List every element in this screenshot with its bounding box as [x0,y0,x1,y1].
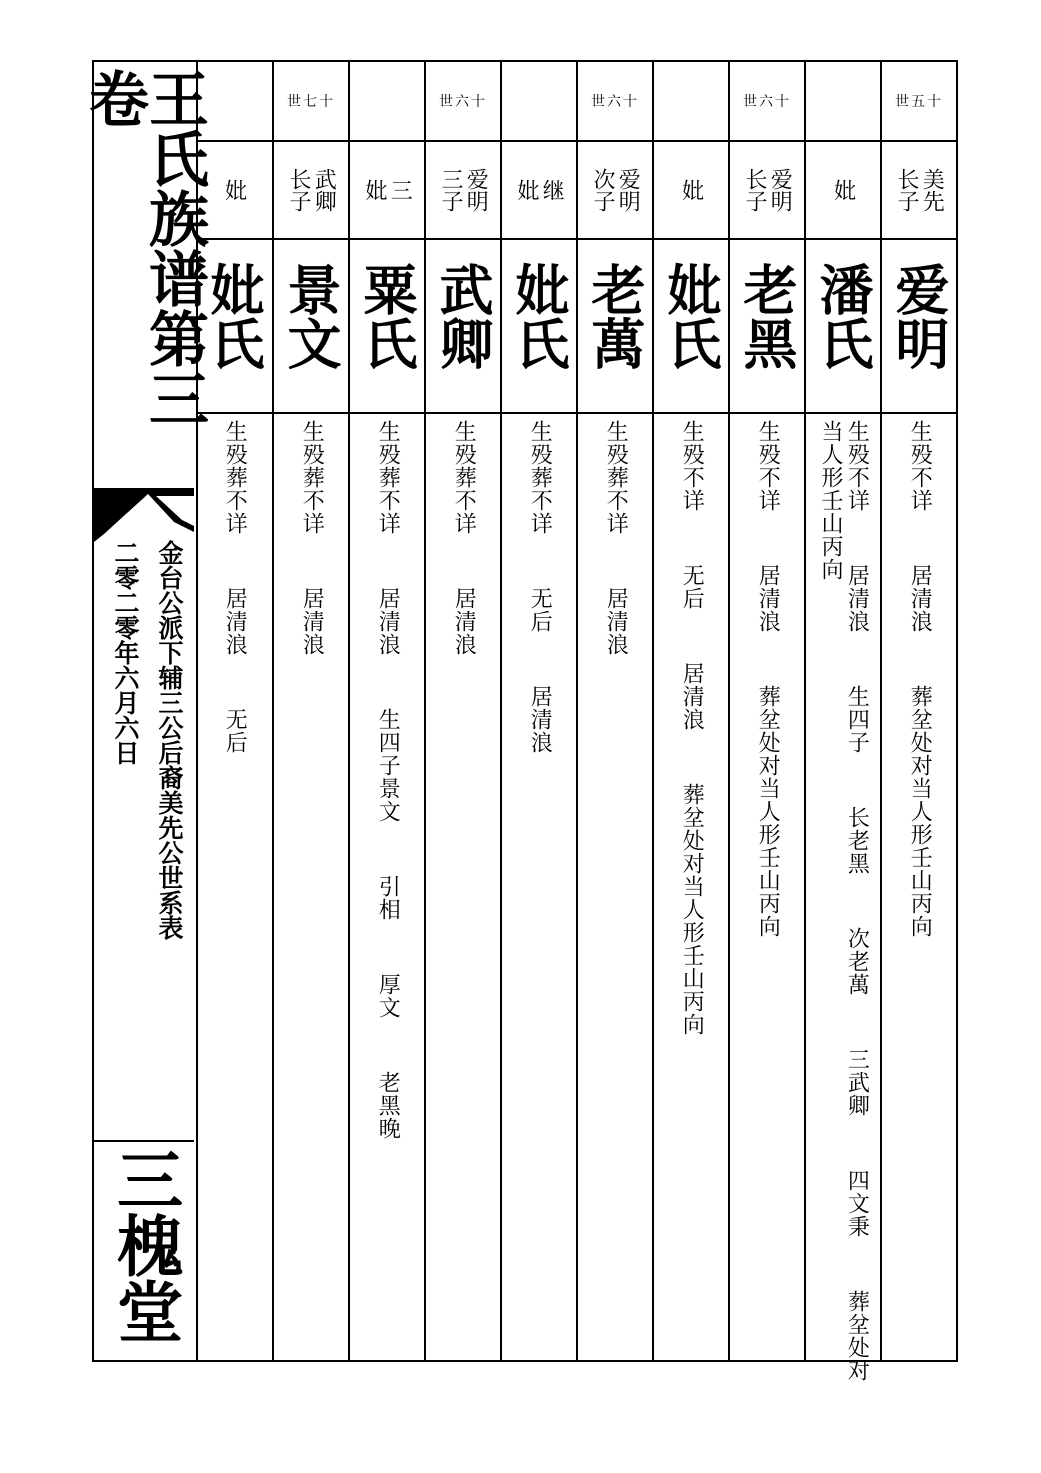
bio-text: 生殁葬不详 居清浪 [603,420,629,656]
generation-cell [654,62,728,142]
relation-cell [882,142,956,240]
name-cell [654,240,728,414]
relation-cell [274,142,348,240]
relation-cell [350,142,424,240]
title-panel [79,62,209,1360]
generation-cell: 世六十 [426,62,500,142]
person-column [196,62,272,1360]
relation-cell [502,142,576,240]
person-column [348,62,424,1360]
name-cell [426,240,500,414]
bio-text: 生殁葬不详 居清浪 [299,420,325,656]
generation-cell [350,62,424,142]
relation-text: 爱明 长子 [742,168,793,212]
name-cell [730,240,804,414]
book-title [79,62,209,487]
book-title-text: 王氏族谱第三卷 [79,68,209,428]
person-column [728,62,804,1360]
bio-text: 生殁不详 无后 居清浪 葬坌处对当人形壬山丙向 [679,420,705,1036]
relation-text: 妣 [830,179,856,201]
relation-text: 武卿 长子 [286,168,337,212]
bio-cell [426,414,500,1360]
person-column [880,62,956,1360]
bio-cell [350,414,424,1360]
relation-cell [196,142,272,240]
person-name: 妣氏 [202,262,266,370]
hall-name [94,1142,194,1360]
generation-cell: 世七十 [274,62,348,142]
relation-text: 妣 [221,179,247,201]
relation-cell [654,142,728,240]
name-cell [882,240,956,414]
compile-date: 二零二零年六月六日 [111,540,140,765]
person-name: 妣氏 [507,262,571,370]
bio-text: 生殁葬不详 无后 居清浪 [527,420,553,754]
relation-text: 美先 长子 [894,168,945,212]
relation-text: 妣 [678,179,704,201]
relation-cell [578,142,652,240]
name-cell [196,240,272,414]
bio-text: 生殁葬不详 居清浪 生四子景文 引相 厚文 老黑晚 [375,420,401,1140]
name-cell [502,240,576,414]
person-column [652,62,728,1360]
bio-text: 生殁葬不详 居清浪 [451,420,477,656]
name-cell [578,240,652,414]
genealogy-columns [196,62,956,1382]
generation-cell [502,62,576,142]
relation-text: 三 妣 [362,179,413,201]
person-column [424,62,500,1360]
relation-cell [426,142,500,240]
bio-cell [502,414,576,1360]
bio-cell [806,414,880,1382]
generation-cell [196,62,272,142]
relation-text: 爱明 三子 [438,168,489,212]
name-cell [350,240,424,414]
bio-cell [730,414,804,1360]
relation-cell [730,142,804,240]
hall-name-text: 三槐堂 [105,1146,184,1344]
bio-text: 生殁不详 居清浪 生四子 长老黑 次老萬 三武卿 四文秉 葬坌处对 当人形壬山丙向 [818,420,870,1382]
person-name: 粟氏 [355,262,419,370]
bio-cell [274,414,348,1360]
person-name: 潘氏 [811,262,875,370]
bio-cell [578,414,652,1360]
relation-text: 爱明 次子 [590,168,641,212]
generation-cell: 世六十 [578,62,652,142]
person-name: 老萬 [583,262,647,370]
generation-cell: 世五十 [882,62,956,142]
person-column [500,62,576,1360]
lineage-subtitle: 金台公派下辅三公后裔美先公世系表 [155,540,184,940]
genealogy-page [79,60,958,1382]
generation-cell: 世六十 [730,62,804,142]
bio-text: 生殁葬不详 居清浪 无后 [222,420,248,754]
name-cell [274,240,348,414]
person-name: 妣氏 [659,262,723,370]
bio-cell [654,414,728,1360]
bio-text: 生殁不详 居清浪 葬坌处对当人形壬山丙向 [907,420,933,938]
relation-text: 继 妣 [514,179,565,201]
bio-text: 生殁不详 居清浪 葬坌处对当人形壬山丙向 [755,420,781,938]
person-name: 爱明 [887,262,951,370]
person-name: 景文 [279,262,343,370]
relation-cell [806,142,880,240]
person-column [804,62,880,1382]
name-cell [806,240,880,414]
person-name: 老黑 [735,262,799,370]
person-column [272,62,348,1360]
bio-cell [882,414,956,1360]
bio-cell [196,414,272,1360]
person-column [576,62,652,1360]
person-name: 武卿 [431,262,495,370]
generation-cell [806,62,880,142]
